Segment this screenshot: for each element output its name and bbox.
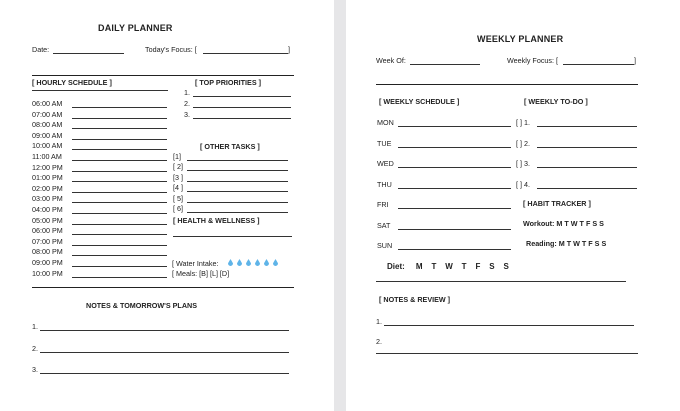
priority-number: 1. <box>184 88 190 97</box>
hour-label: 07:00 AM <box>32 109 63 119</box>
hour-line[interactable] <box>72 213 167 214</box>
day-line[interactable] <box>398 167 511 168</box>
priority-line[interactable] <box>193 107 291 108</box>
day-label: SAT <box>377 220 391 230</box>
hour-line[interactable] <box>72 245 167 246</box>
habit-heading: [ HABIT TRACKER ] <box>523 199 591 208</box>
todo-checkbox[interactable]: [ ] 3. <box>516 159 530 168</box>
week-of-field[interactable] <box>410 64 480 65</box>
day-label: TUE <box>377 138 392 148</box>
todo-line[interactable] <box>537 167 637 168</box>
todo-heading: [ WEEKLY TO-DO ] <box>524 97 588 106</box>
notes-divider <box>32 287 294 288</box>
todo-checkbox[interactable]: [ ] 1. <box>516 118 530 127</box>
task-line[interactable] <box>187 191 288 192</box>
water-drop-icon[interactable] <box>237 259 242 266</box>
water-drop-icon[interactable] <box>255 259 260 266</box>
reading-tracker[interactable]: Reading: M T W T F S S <box>526 239 607 248</box>
hour-label: 06:00 PM <box>32 226 63 236</box>
hour-label: 06:00 AM <box>32 99 63 108</box>
hourly-heading-underline <box>32 90 168 91</box>
hour-label: 02:00 PM <box>32 183 63 193</box>
hour-line[interactable] <box>72 192 167 193</box>
hour-label: 10:00 PM <box>32 268 63 278</box>
hour-line[interactable] <box>72 128 167 129</box>
priority-line[interactable] <box>193 118 291 119</box>
hour-label: 09:00 PM <box>32 258 63 267</box>
hour-label: 11:00 AM <box>32 152 62 161</box>
hour-line[interactable] <box>72 202 167 203</box>
hour-label: 10:00 AM <box>32 141 63 151</box>
task-line[interactable] <box>187 170 288 171</box>
weekly-title: WEEKLY PLANNER <box>477 34 564 44</box>
hour-line[interactable] <box>72 118 167 119</box>
diet-divider <box>376 281 626 282</box>
health-line[interactable] <box>173 236 292 237</box>
note-line[interactable] <box>40 330 289 331</box>
hour-line[interactable] <box>72 139 167 140</box>
hour-label: 08:00 PM <box>32 247 63 257</box>
note-number: 1. <box>376 317 382 326</box>
water-label: [ Water Intake: <box>172 259 219 268</box>
priority-number: 2. <box>184 99 190 108</box>
hour-label: 08:00 AM <box>32 120 63 130</box>
schedule-heading: [ WEEKLY SCHEDULE ] <box>379 97 460 106</box>
diet-tracker[interactable]: Diet: M T W T F S S <box>387 262 509 271</box>
other-tasks-heading: [ OTHER TASKS ] <box>200 142 260 151</box>
hour-line[interactable] <box>72 181 167 182</box>
health-heading: [ HEALTH & WELLNESS ] <box>173 216 260 225</box>
weekly-header-divider <box>376 84 638 85</box>
hour-line[interactable] <box>72 160 167 161</box>
weekly-notes-bottom-line <box>376 353 638 354</box>
note-line[interactable] <box>40 352 289 353</box>
task-checkbox[interactable]: [ 5] <box>173 193 183 203</box>
note-number: 2. <box>32 343 38 353</box>
hour-label: 12:00 PM <box>32 162 63 172</box>
hour-label: 09:00 AM <box>32 130 63 140</box>
todo-checkbox[interactable]: [ ] 4. <box>516 179 530 189</box>
hour-label: 03:00 PM <box>32 194 63 204</box>
date-field[interactable] <box>53 53 124 54</box>
hour-line[interactable] <box>72 234 167 235</box>
day-label: THU <box>377 179 392 189</box>
note-number: 1. <box>32 322 38 331</box>
water-drop-icon[interactable] <box>246 259 251 266</box>
note-line[interactable] <box>384 325 634 326</box>
task-line[interactable] <box>187 212 288 213</box>
date-label: Date: <box>32 45 50 54</box>
focus-label: Today's Focus: [ <box>145 45 197 54</box>
note-number: 3. <box>32 365 38 374</box>
weekly-focus-field[interactable] <box>563 64 634 65</box>
day-line[interactable] <box>398 147 511 148</box>
meals-label: [ Meals: [B] [L] [D] <box>172 269 230 278</box>
day-label: WED <box>377 159 394 168</box>
hour-line[interactable] <box>72 277 167 278</box>
task-checkbox[interactable]: [ 6] <box>173 204 183 213</box>
weekly-focus-label: Weekly Focus: [ <box>507 56 558 65</box>
water-drop-icon[interactable] <box>273 259 278 266</box>
day-label: FRI <box>377 200 389 209</box>
day-line[interactable] <box>398 249 511 250</box>
priorities-heading: [ TOP PRIORITIES ] <box>195 78 262 87</box>
day-label: SUN <box>377 241 393 250</box>
note-number: 2. <box>376 337 382 346</box>
weekly-focus-end: ] <box>634 56 636 65</box>
hour-line[interactable] <box>72 171 167 172</box>
priority-line[interactable] <box>193 96 291 97</box>
task-checkbox[interactable]: [ 2] <box>173 162 183 172</box>
task-line[interactable] <box>187 160 288 161</box>
hour-label: 01:00 PM <box>32 173 63 183</box>
workout-tracker[interactable]: Workout: M T W T F S S <box>523 219 604 228</box>
hour-line[interactable] <box>72 224 167 225</box>
day-line[interactable] <box>398 229 511 230</box>
day-line[interactable] <box>398 126 511 127</box>
weekly-notes-heading: [ NOTES & REVIEW ] <box>379 295 451 304</box>
notes-heading: NOTES & TOMORROW'S PLANS <box>86 301 197 310</box>
hour-line[interactable] <box>72 255 167 256</box>
todo-line[interactable] <box>537 188 637 189</box>
week-of-label: Week Of: <box>376 56 406 65</box>
task-line[interactable] <box>187 202 288 203</box>
hourly-heading: [ HOURLY SCHEDULE ] <box>32 78 112 87</box>
hour-line[interactable] <box>72 149 167 150</box>
hour-line[interactable] <box>72 266 167 267</box>
note-line[interactable] <box>40 373 289 374</box>
day-line[interactable] <box>398 208 511 209</box>
weekly-planner-page <box>346 0 680 411</box>
task-line[interactable] <box>187 181 288 182</box>
task-checkbox[interactable]: [3 ] <box>173 172 183 182</box>
daily-planner-page <box>0 0 334 411</box>
hour-line[interactable] <box>72 107 167 108</box>
water-drop-icon[interactable] <box>264 259 269 266</box>
header-divider <box>32 75 294 76</box>
task-checkbox[interactable]: [4 ] <box>173 183 183 193</box>
focus-field[interactable] <box>203 53 288 54</box>
priority-number: 3. <box>184 110 190 119</box>
water-drop-icon[interactable] <box>228 259 233 266</box>
day-label: MON <box>377 118 394 127</box>
hour-label: 04:00 PM <box>32 205 63 214</box>
todo-checkbox[interactable]: [ ] 2. <box>516 138 530 148</box>
hour-label: 05:00 PM <box>32 215 63 225</box>
todo-line[interactable] <box>537 126 637 127</box>
daily-title: DAILY PLANNER <box>98 23 173 33</box>
water-drops <box>228 259 278 266</box>
day-line[interactable] <box>398 188 511 189</box>
hour-label: 07:00 PM <box>32 236 63 246</box>
focus-end: ] <box>288 45 290 54</box>
todo-line[interactable] <box>537 147 637 148</box>
task-checkbox[interactable]: [1] <box>173 152 181 161</box>
